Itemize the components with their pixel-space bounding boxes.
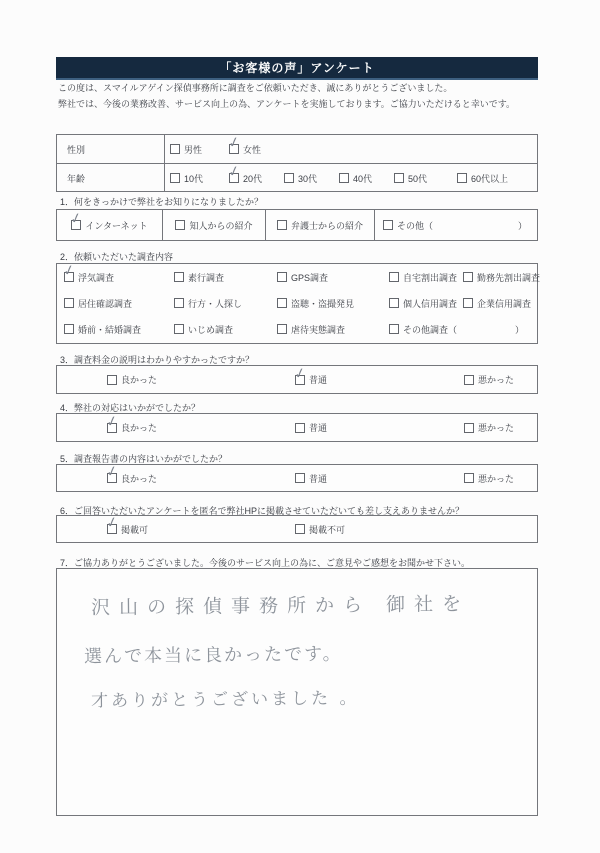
checkbox-icon bbox=[64, 298, 74, 308]
check-icon: ✓ bbox=[61, 260, 77, 280]
checkbox-option-acquaintance-referral bbox=[162, 210, 265, 240]
option-label: 良かった bbox=[121, 375, 158, 385]
option-label: 自宅割出調査 bbox=[403, 272, 458, 283]
checkbox-icon bbox=[464, 473, 474, 483]
checkbox-option-bad bbox=[464, 465, 514, 491]
checkbox-icon bbox=[277, 324, 287, 334]
check-icon: ✓ bbox=[226, 161, 242, 181]
handwritten-comment-line-1: 沢山の探偵事務所から 御社を bbox=[90, 593, 471, 619]
question-2-title: 2．依頼いただいた調査内容 bbox=[60, 252, 174, 262]
checkbox-icon bbox=[104, 512, 120, 534]
option-label: GPS調査 bbox=[291, 272, 329, 283]
checkbox-icon bbox=[226, 161, 242, 183]
checkbox-option-good bbox=[107, 366, 157, 393]
checkbox-option-bad bbox=[464, 414, 514, 441]
checkbox-icon bbox=[383, 220, 393, 230]
option-label: 20代 bbox=[243, 173, 263, 184]
checkbox-option-normal bbox=[295, 465, 327, 491]
checkbox-icon bbox=[61, 260, 77, 282]
option-label: インターネット bbox=[85, 220, 148, 231]
checkbox-icon bbox=[64, 324, 74, 334]
check-icon: ✓ bbox=[104, 512, 120, 532]
option-label: 10代 bbox=[184, 173, 204, 184]
checkbox-option-behavior bbox=[174, 268, 224, 286]
checkbox-icon bbox=[68, 208, 84, 230]
checkbox-icon bbox=[277, 220, 287, 230]
check-icon: ✓ bbox=[226, 132, 242, 152]
checkbox-icon bbox=[295, 423, 305, 433]
checkbox-icon bbox=[174, 324, 184, 334]
checkbox-icon bbox=[292, 363, 308, 385]
checkbox-option-age-40s bbox=[339, 164, 372, 192]
option-label: 知人からの紹介 bbox=[189, 220, 253, 231]
question-6-title: 6．ご回答いただいたアンケートを匿名で弊社HPに掲載させていただいても差し支えありませんか？ bbox=[60, 506, 464, 516]
question-1-box bbox=[56, 209, 538, 241]
checkbox-icon bbox=[104, 461, 120, 483]
checkbox-option-internet bbox=[57, 210, 162, 240]
question-6-box bbox=[56, 512, 538, 543]
comment-box bbox=[56, 568, 538, 816]
option-label: 浮気調査 bbox=[78, 272, 115, 283]
checkbox-icon bbox=[389, 272, 399, 282]
checkbox-option-premarital bbox=[64, 320, 141, 338]
age-row bbox=[57, 163, 537, 192]
checkbox-icon bbox=[174, 298, 184, 308]
question-5-box bbox=[56, 461, 538, 492]
checkbox-option-abuse bbox=[277, 320, 345, 338]
gender-label: 性別 bbox=[57, 135, 165, 163]
question-3-title: 3．調査料金の説明はわかりやすかったですか？ bbox=[60, 355, 255, 365]
checkbox-option-age-30s bbox=[284, 164, 317, 192]
checkbox-icon bbox=[389, 324, 399, 334]
checkbox-option-personal-credit bbox=[389, 294, 457, 312]
checkbox-option-age-60s-plus bbox=[457, 164, 508, 192]
checkbox-icon bbox=[174, 272, 184, 282]
checkbox-icon bbox=[107, 375, 117, 385]
intro-line-1: この度は、スマイルアゲイン探偵事務所に調査をご依頼いただき、誠にありがとうございました。 bbox=[58, 83, 453, 93]
option-label: 悪かった bbox=[478, 375, 515, 385]
form-title-bar bbox=[56, 57, 538, 80]
checkbox-option-bug-detection bbox=[277, 294, 354, 312]
profile-table bbox=[56, 134, 538, 192]
checkbox-icon bbox=[339, 173, 349, 183]
option-label: 行方・人探し bbox=[188, 298, 243, 309]
age-options bbox=[165, 161, 537, 192]
checkbox-option-bullying bbox=[174, 320, 233, 338]
checkbox-option-home-locate bbox=[389, 268, 457, 286]
check-icon: ✓ bbox=[104, 411, 120, 430]
option-label: 良かった bbox=[121, 423, 158, 433]
check-icon: ✓ bbox=[104, 461, 120, 481]
checkbox-icon bbox=[464, 375, 474, 385]
checkbox-icon bbox=[284, 173, 294, 183]
question-4-box bbox=[56, 413, 538, 442]
checkbox-option-normal bbox=[292, 363, 328, 393]
option-label: 素行調査 bbox=[188, 272, 225, 283]
option-label: 40代 bbox=[353, 173, 373, 184]
checkbox-icon bbox=[295, 473, 305, 483]
checkbox-option-residence-check bbox=[64, 294, 132, 312]
intro-line-2: 弊社では、今後の業務改善、サービス向上の為、アンケートを実施しております。ご協力いただけると幸いです。 bbox=[58, 99, 516, 109]
checkbox-option-age-10s bbox=[170, 164, 203, 192]
checkbox-icon bbox=[464, 423, 474, 433]
checkbox-icon bbox=[457, 173, 467, 183]
checkbox-icon bbox=[226, 132, 242, 154]
option-label: 良かった bbox=[121, 473, 158, 484]
handwritten-comment-line-2: 選んで本当に良かったです。 bbox=[83, 643, 343, 668]
option-label: 掲載不可 bbox=[309, 524, 346, 535]
option-label: 男性 bbox=[184, 144, 203, 155]
checkbox-icon bbox=[389, 298, 399, 308]
question-7-title: 7．ご協力ありがとうございました。今後のサービス向上の為に、ご意見やご感想をお聞かせ下さい。 bbox=[60, 558, 471, 568]
check-icon: ✓ bbox=[68, 208, 84, 228]
option-label: 50代 bbox=[408, 173, 428, 184]
option-label: 60代以上 bbox=[471, 173, 509, 184]
question-4-title: 4．弊社の対応はいかがでしたか？ bbox=[60, 403, 201, 413]
checkbox-icon bbox=[295, 524, 305, 534]
option-label: 居住確認調査 bbox=[78, 298, 133, 309]
checkbox-option-age-20s bbox=[226, 161, 263, 192]
question-2-box bbox=[56, 260, 541, 344]
closing-paren: ） bbox=[517, 220, 527, 231]
checkbox-icon bbox=[394, 173, 404, 183]
checkbox-icon bbox=[175, 220, 185, 230]
checkbox-option-normal bbox=[295, 414, 327, 441]
option-label: 掲載可 bbox=[121, 524, 149, 535]
form-title: 「お客様の声」アンケート bbox=[219, 61, 375, 75]
checkbox-icon bbox=[104, 411, 120, 433]
checkbox-option-corporate-credit bbox=[463, 294, 531, 312]
checkbox-option-gps bbox=[277, 268, 328, 286]
option-label: 企業信用調査 bbox=[477, 298, 532, 309]
checkbox-option-infidelity bbox=[61, 260, 115, 286]
checkbox-option-good bbox=[104, 411, 158, 441]
checkbox-option-bad bbox=[464, 366, 514, 393]
question-5-title: 5．調査報告書の内容はいかがでしたか？ bbox=[60, 454, 228, 464]
check-icon: ✓ bbox=[292, 363, 308, 382]
option-label: 普通 bbox=[309, 473, 328, 484]
question-1-options bbox=[57, 210, 537, 240]
form-content bbox=[56, 57, 541, 817]
checkbox-icon bbox=[463, 298, 473, 308]
checkbox-option-other bbox=[374, 210, 537, 240]
checkbox-icon bbox=[170, 144, 180, 154]
checkbox-option-publish-ok bbox=[104, 512, 149, 542]
age-label: 年齢 bbox=[57, 164, 165, 192]
option-label: その他（ bbox=[397, 220, 434, 231]
option-label: 勤務先割出調査 bbox=[477, 272, 541, 283]
option-label: 虐待実態調査 bbox=[291, 324, 346, 335]
checkbox-icon bbox=[277, 272, 287, 282]
option-label: 盗聴・盗撮発見 bbox=[291, 298, 355, 309]
checkbox-option-missing-person bbox=[174, 294, 242, 312]
option-label: いじめ調査 bbox=[188, 324, 234, 335]
closing-paren: ） bbox=[515, 324, 525, 335]
checkbox-icon bbox=[463, 272, 473, 282]
option-label: 悪かった bbox=[478, 473, 515, 484]
handwritten-comment-line-3: 才ありがとうございました 。 bbox=[90, 688, 360, 712]
checkbox-option-female bbox=[226, 132, 262, 163]
checkbox-option-good bbox=[104, 461, 158, 491]
option-label: 弁護士からの紹介 bbox=[290, 220, 363, 231]
checkbox-option-publish-ng bbox=[295, 516, 345, 542]
option-label: 個人信用調査 bbox=[403, 298, 458, 309]
question-3-box bbox=[56, 365, 538, 394]
option-label: 30代 bbox=[298, 173, 318, 184]
checkbox-icon bbox=[277, 298, 287, 308]
option-label: 婚前・結婚調査 bbox=[78, 324, 142, 335]
gender-row bbox=[57, 132, 537, 163]
checkbox-option-male bbox=[170, 135, 202, 163]
checkbox-icon bbox=[170, 173, 180, 183]
checkbox-option-lawyer-referral bbox=[265, 210, 374, 240]
option-label: その他調査（ bbox=[403, 324, 458, 335]
option-label: 普通 bbox=[309, 375, 328, 385]
option-label: 女性 bbox=[243, 144, 262, 155]
gender-options bbox=[165, 132, 537, 163]
option-label: 普通 bbox=[309, 423, 328, 433]
option-label: 悪かった bbox=[478, 423, 515, 433]
checkbox-option-age-50s bbox=[394, 164, 427, 192]
checkbox-option-other-survey bbox=[389, 320, 457, 338]
checkbox-option-workplace-locate bbox=[463, 268, 540, 286]
question-1-title: 1．何をきっかけで弊社をお知りになりましたか？ bbox=[60, 197, 264, 207]
